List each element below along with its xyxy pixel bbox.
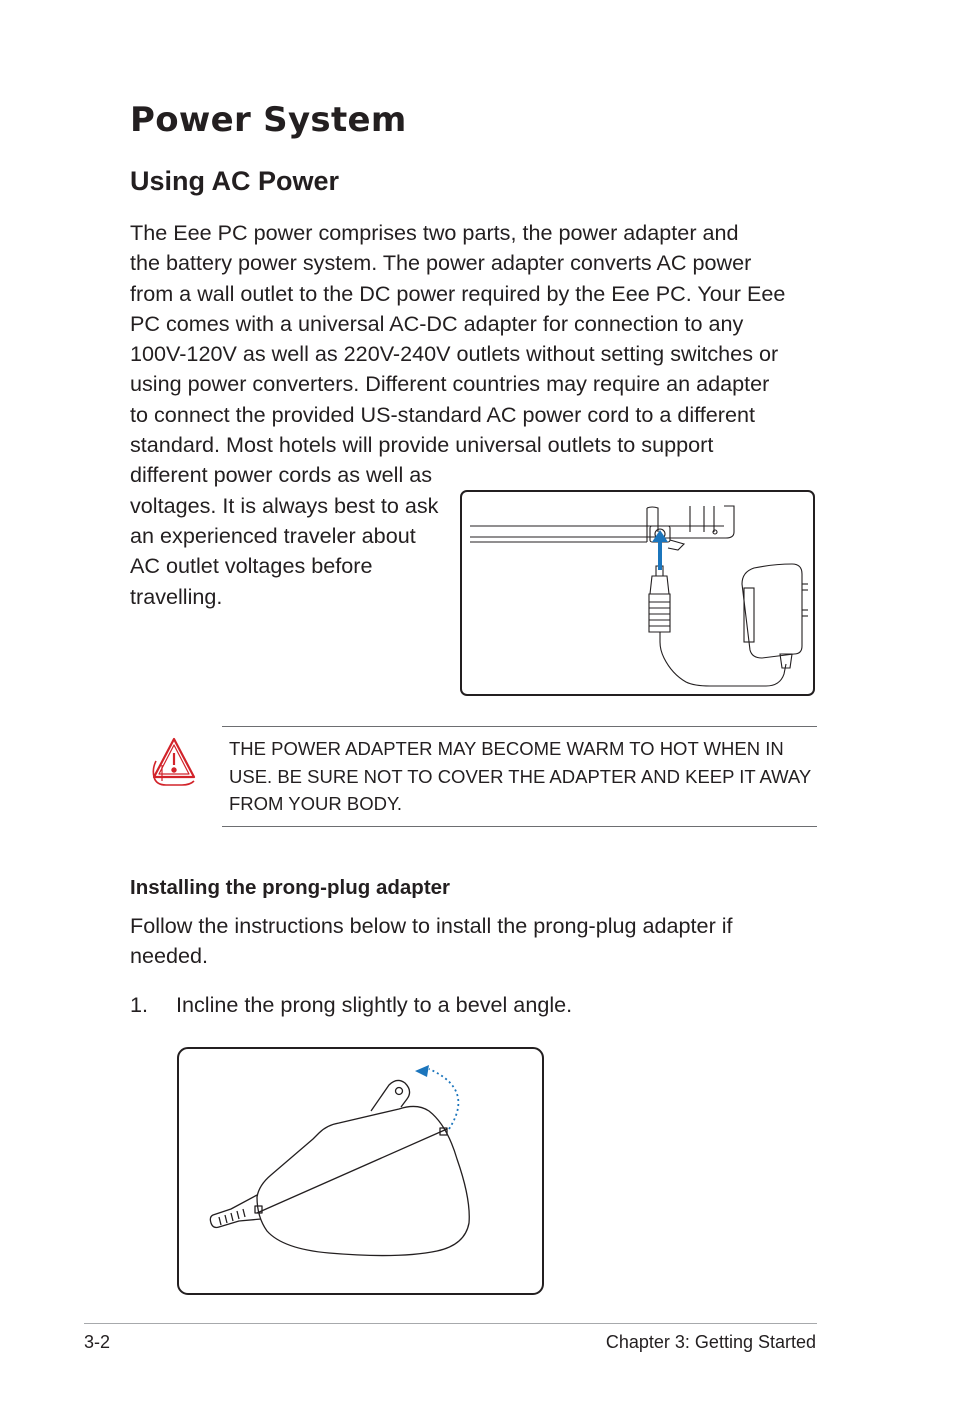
chapter-label: Chapter 3: Getting Started [605,1332,816,1352]
intro-line: voltages. It is always best to ask [130,492,439,518]
power-adapter-illustration [462,492,813,694]
intro-line: using power converters. Different countries may require an adapter [130,371,770,397]
section-title: Using AC Power [130,166,340,196]
install-intro-line: Follow the instructions below to install the prong-plug adapter if [130,913,733,938]
step-number: 1. [130,992,149,1017]
warning-line: THE POWER ADAPTER MAY BECOME WARM TO HOT WHEN IN [229,738,784,759]
intro-line: 100V-120V as well as 220V-240V outlets without setting switches or [130,341,779,367]
warning-line: USE. BE SURE NOT TO COVER THE ADAPTER AND KEEP IT AWAY [229,765,812,787]
prong-incline-figure [177,1047,544,1295]
warning-icon [150,735,198,787]
footer-rule [84,1323,817,1324]
intro-line: the battery power system. The power adapter converts AC power [130,250,752,276]
intro-line: different power cords as well as [130,462,433,488]
intro-line: The Eee PC power comprises two parts, the power adapter and [130,220,739,245]
warning-text [229,735,811,818]
intro-line: an experienced traveler about [130,522,416,548]
warning-top-rule [222,726,817,727]
intro-line: travelling. [130,583,223,609]
intro-line: from a wall outlet to the DC power required by the Eee PC. Your Eee [130,280,786,306]
warning-line: FROM YOUR BODY. [229,793,403,814]
intro-line: PC comes with a universal AC-DC adapter for connection to any [130,310,744,336]
install-heading: Installing the prong-plug adapter [130,876,451,899]
intro-line: standard. Most hotels will provide universal outlets to support [130,432,714,458]
prong-adapter-illustration [179,1049,542,1293]
step-text: Incline the prong slightly to a bevel angle. [176,992,573,1017]
intro-line: AC outlet voltages before [130,553,373,579]
power-adapter-connection-figure [460,490,815,696]
install-intro [130,911,733,972]
page-title: Power System [130,100,407,140]
install-intro-line: needed. [130,943,209,969]
warning-bottom-rule [222,826,817,827]
intro-line: to connect the provided US-standard AC power cord to a different [130,401,755,427]
page-number: 3-2 [84,1332,111,1352]
